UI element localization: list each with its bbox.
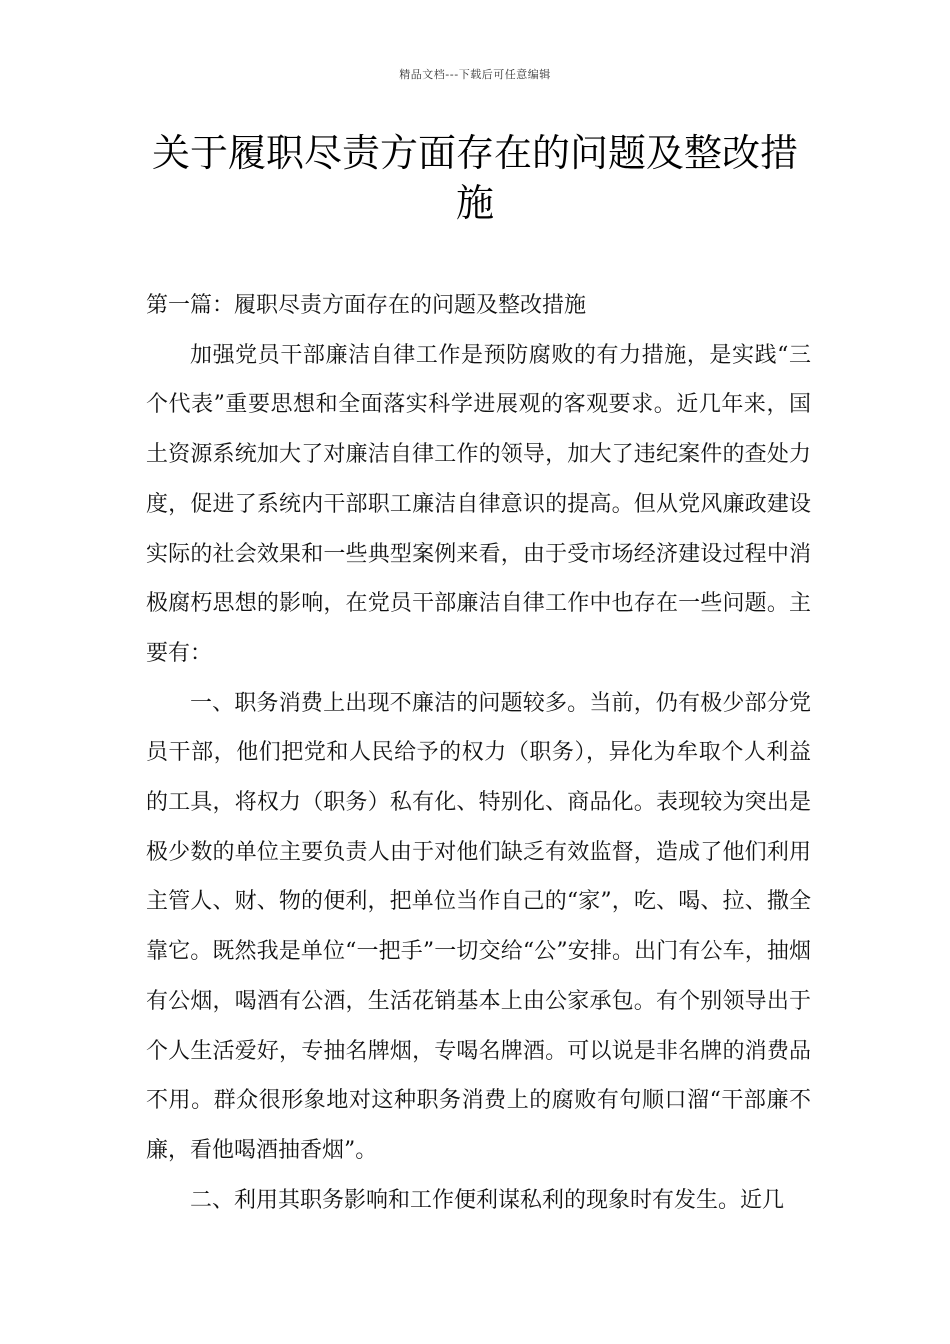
paragraph-point-one: 一、职务消费上出现不廉洁的问题较多。当前，仍有极少部分党员干部，他们把党和人民给予的权力（职务），异化为牟取个人利益的工具，将权力（职务）私有化、特别化、商品化。表现较为突出是极少数的单位主要负责人由于对他们缺乏有效监督，造成了他们利用主管人、财、物的便利，把单位当作自己的“家”，吃、喝、拉、撒全靠它。既然我是单位“一把手”一切交给“公”安排。出门有公车，抽烟有公烟，喝酒有公酒，生活花销基本上由公家承包。有个别领导出于个人生活爱好，专抽名牌烟，专喝名牌酒。可以说是非名牌的消费品不用。群众很形象地对这种职务消费上的腐败有句顺口溜“干部廉不廉，看他喝酒抽香烟”。 — [146, 690, 811, 1163]
document-body — [146, 281, 811, 1225]
header-note: 精品文档---下载后可任意编辑 — [399, 68, 551, 81]
chapter-heading: 第一篇：履职尽责方面存在的问题及整改措施 — [146, 293, 587, 318]
paragraph-intro: 加强党员干部廉洁自律工作是预防腐败的有力措施，是实践“三个代表”重要思想和全面落实科学进展观的客观要求。近几年来，国土资源系统加大了对廉洁自律工作的领导，加大了违纪案件的查处力度，促进了系统内干部职工廉洁自律意识的提高。但从党风廉政建设实际的社会效果和一些典型案例来看，由于受市场经济建设过程中消极腐朽思想的影响，在党员干部廉洁自律工作中也存在一些问题。主要有： — [146, 342, 811, 666]
document-title: 关于履职尽责方面存在的问题及整改措施 — [151, 131, 798, 225]
paragraph-point-two: 二、利用其职务影响和工作便利谋私利的现象时有发生。近几 — [190, 1187, 785, 1213]
